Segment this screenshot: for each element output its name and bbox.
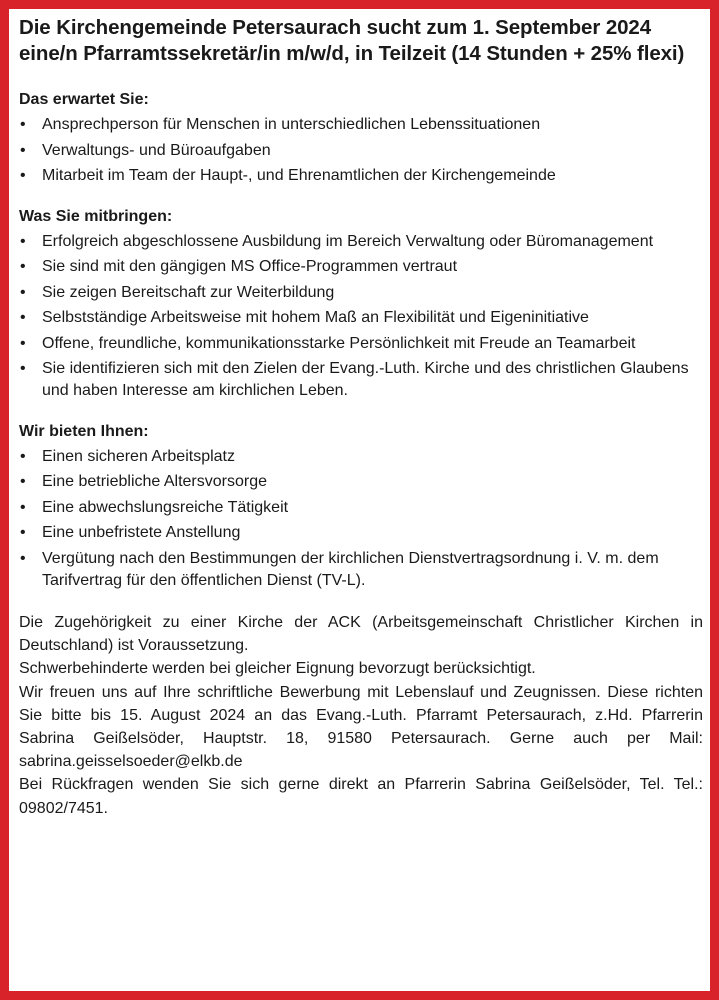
bullet-icon: • xyxy=(20,309,26,326)
section-requirements xyxy=(19,207,703,404)
headline: Die Kirchengemeinde Petersaurach sucht zum 1. September 2024 eine/n Pfarramtssekretär/in m/w/d, in Teilzeit (14 Stunden + 25% flexi) xyxy=(19,16,685,65)
requirements-list xyxy=(19,229,703,404)
contact-info: Bei Rückfragen wenden Sie sich gerne direkt an Pfarrerin Sabrina Geißelsöder, Tel. Tel.: 09802/7451. xyxy=(19,776,703,817)
list-item: • Selbstständige Arbeitsweise mit hohem Maß an Flexibilität und Eigeninitiative xyxy=(19,305,703,331)
closing-text xyxy=(19,611,703,820)
bullet-icon: • xyxy=(20,167,26,184)
list-item: • Einen sicheren Arbeitsplatz xyxy=(19,444,703,470)
list-item: • Sie sind mit den gängigen MS Office-Programmen vertraut xyxy=(19,254,703,280)
list-item: • Eine abwechslungsreiche Tätigkeit xyxy=(19,495,703,521)
section-title-requirements: Was Sie mitbringen: xyxy=(19,207,173,225)
list-item: • Vergütung nach den Bestimmungen der kirchlichen Dienstvertragsordnung i. V. m. dem Tarifvertrag für den öffentlichen Dienst (TV-L). xyxy=(19,546,703,594)
offers-list xyxy=(19,444,703,594)
section-offers xyxy=(19,422,703,594)
ack-requirement: Die Zugehörigkeit zu einer Kirche der ACK (Arbeitsgemeinschaft Christlicher Kirchen in Deutschland) ist Voraussetzung. xyxy=(19,614,703,655)
bullet-icon: • xyxy=(20,549,26,567)
bullet-icon: • xyxy=(20,258,26,275)
list-item: • Sie identifizieren sich mit den Zielen der Evang.-Luth. Kirche und des christlichen Glaubens und haben Interesse am kirchlichen Leben. xyxy=(19,356,703,404)
list-item: • Mitarbeit im Team der Haupt-, und Ehrenamtlichen der Kirchengemeinde xyxy=(19,163,703,189)
list-item: • Sie zeigen Bereitschaft zur Weiterbildung xyxy=(19,280,703,306)
bullet-icon: • xyxy=(20,498,26,516)
bullet-icon: • xyxy=(20,360,26,377)
list-item: • Ansprechperson für Menschen in unterschiedlichen Lebenssituationen xyxy=(19,112,703,138)
expectations-list xyxy=(19,112,703,189)
list-item: • Offene, freundliche, kommunikationsstarke Persönlichkeit mit Freude an Teamarbeit xyxy=(19,331,703,357)
list-item: • Eine betriebliche Altersvorsorge xyxy=(19,469,703,495)
list-item: • Verwaltungs- und Büroaufgaben xyxy=(19,138,703,164)
bullet-icon: • xyxy=(20,524,26,541)
section-title-offers: Wir bieten Ihnen: xyxy=(19,422,149,440)
bullet-icon: • xyxy=(20,447,26,465)
list-item: • Erfolgreich abgeschlossene Ausbildung im Bereich Verwaltung oder Büromanagement xyxy=(19,229,703,255)
list-item: • Eine unbefristete Anstellung xyxy=(19,520,703,546)
bullet-icon: • xyxy=(20,116,26,133)
section-expectations xyxy=(19,90,703,189)
bullet-icon: • xyxy=(20,473,26,490)
bullet-icon: • xyxy=(20,283,26,301)
bullet-icon: • xyxy=(20,334,26,352)
application-instructions: Wir freuen uns auf Ihre schriftliche Bewerbung mit Lebenslauf und Zeugnissen. Diese richten Sie bitte bis 15. August 2024 an das Evang.-Luth. Pfarramt Petersaurach, z.Hd. Pfarrerin Sabrina Geißelsöder, Hauptstr. 18, 91580 Petersaurach. Gerne auch per Mail: sabrina.geisselsoeder@elkb.de xyxy=(19,683,703,771)
job-advertisement xyxy=(19,15,703,820)
bullet-icon: • xyxy=(20,232,26,250)
disabled-preference: Schwerbehinderte werden bei gleicher Eignung bevorzugt berücksichtigt. xyxy=(19,660,536,678)
bullet-icon: • xyxy=(20,141,26,159)
section-title-expectations: Das erwartet Sie: xyxy=(19,91,149,108)
